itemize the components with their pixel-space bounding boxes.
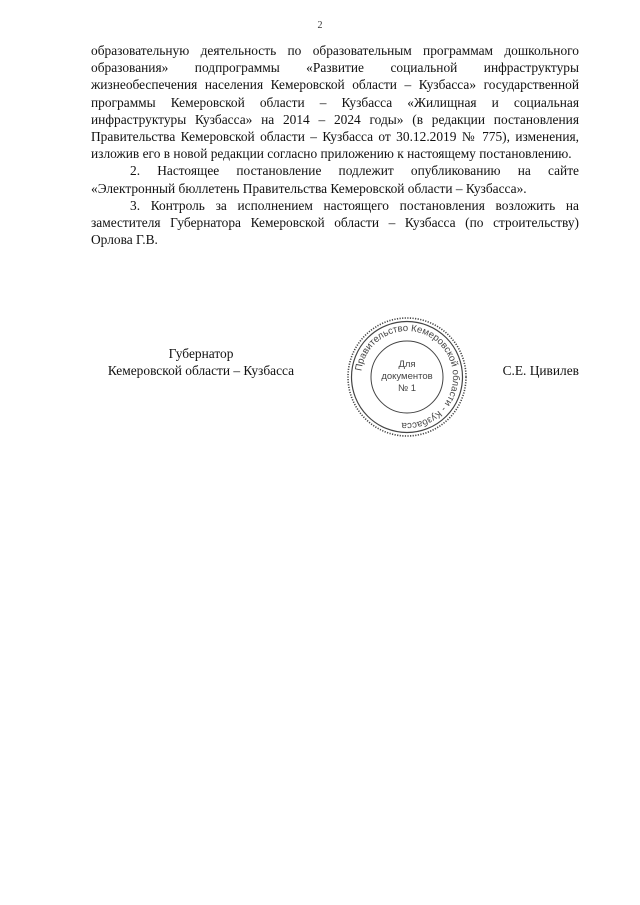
signature-block [0, 340, 640, 460]
signatory-name: С.Е. Цивилев [502, 363, 579, 378]
seal-ring-text: Правительство Кемеровской области - Кузбасса [353, 322, 462, 432]
paragraph-publication: 2. Настоящее постановление подлежит опубликованию на сайте «Электронный бюллетень Правительства Кемеровской области – Кузбасса». [91, 163, 579, 196]
paragraph-continuation: образовательную деятельность по образовательным программам дошкольного образования» подпрограммы «Развитие социальной инфраструктуры жизнеобеспечения населения Кемеровской области – Кузбасса» государственной программы Кемеровской области – Кузбасса «Жилищная и социальная инфраструктуры Кузбасса» на 2014 – 2024 годы» (в редакции постановления Правительства Кемеровской области – Кузбасса от 30.12.2019 № 775), изменения, изложив его в новой редакции согласно приложению к настоящему постановлению. [91, 43, 579, 162]
seal-center-line1: Для [398, 359, 416, 370]
official-seal [345, 315, 469, 439]
paragraph-control: 3. Контроль за исполнением настоящего постановления возложить на заместителя Губернатора Кемеровской области – Кузбасса (по строительству) Орлова Г.В. [91, 197, 579, 248]
signatory-title: Губернатор [168, 346, 234, 361]
seal-icon [345, 315, 469, 439]
signatory-region: Кемеровской области – Кузбасса [107, 363, 295, 379]
document-body [91, 42, 579, 248]
signatory-position [91, 345, 311, 379]
seal-center-line3: № 1 [397, 383, 417, 394]
page-number: 2 [317, 20, 323, 31]
seal-center-line2: документов [381, 371, 433, 382]
